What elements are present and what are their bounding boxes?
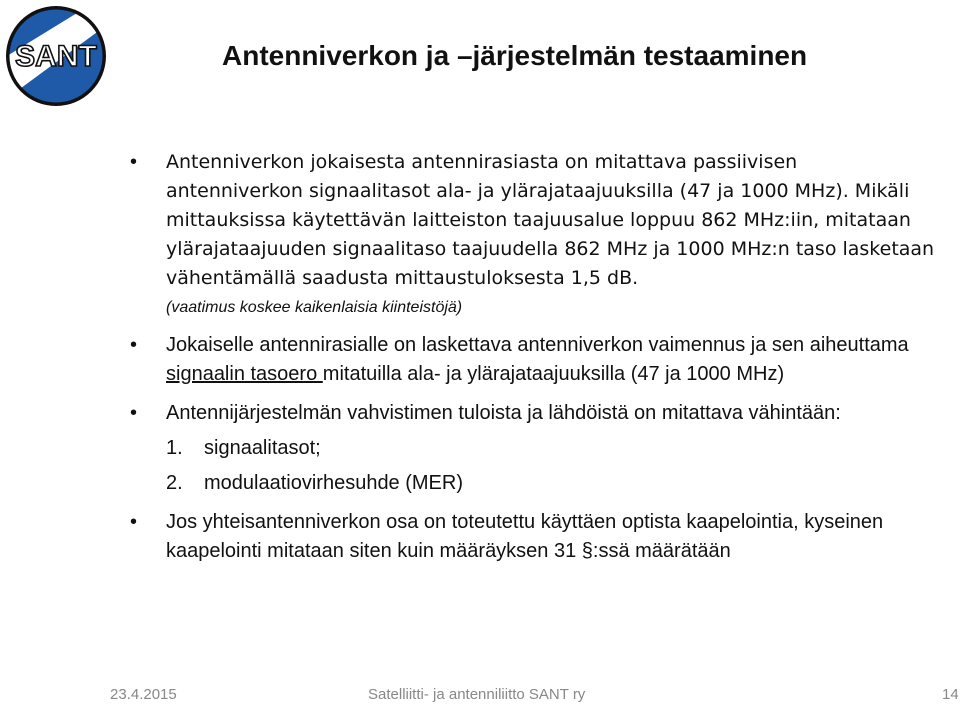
underlined-term: signaalin tasoero [166,363,323,385]
footer-page-number: 14 [942,686,959,703]
bullet-text: Antenniverkon jokaisesta antennirasiasta on mitattava passiivisen antenniverkon signaalitasot ala- ja ylärajataajuuksilla (47 ja 1000 MHz). Mikäli mittauksissa käytettävän laitteiston taajuusalue loppuu 862 MHz:iin, mitataan ylärajataajuuden signaalitaso taajuudella 862 MHz ja 1000 MHz:n taso lasketaan vähentämällä saadusta mittaustuloksesta 1,5 dB. [166,151,935,289]
bullet-item [130,399,940,498]
bullet-text: Jos yhteisantenniverkon osa on toteutettu käyttäen optista kaapelointia, kyseinen kaapelointi mitataan siten kuin määräyksen 31 §:ssä määrätään [166,511,884,562]
slide-title: Antenniverkon ja –järjestelmän testaaminen [222,40,808,71]
bullet-text-pre: Jokaiselle antennirasialle on laskettava antenniverkon vaimennus ja sen aiheuttama [166,334,909,356]
sub-item-text: modulaatiovirhesuhde (MER) [204,472,464,494]
bullet-text-post: mitatuilla ala- ja ylärajataajuuksilla (47 ja 1000 MHz) [322,363,785,385]
bullet-list [130,148,940,576]
sub-item-number: 2. [166,472,183,494]
logo-text: SANT [15,40,97,73]
bullet-icon: • [130,334,138,356]
footer-date: 23.4.2015 [110,686,177,703]
bullet-text: Antennijärjestelmän vahvistimen tuloista ja lähdöistä on mitattava vähintään: [166,402,841,424]
bullet-item [130,148,940,321]
bullet-icon: • [130,402,138,424]
bullet-text [166,331,940,389]
sub-item-text: signaalitasot; [204,437,321,459]
bullet-item [130,508,940,566]
bullet-icon: • [130,151,138,173]
sub-item [166,434,940,463]
footer-organization: Satelliitti- ja antenniliitto SANT ry [368,686,586,703]
sub-item-number: 1. [166,437,183,459]
sub-item [166,469,940,498]
sant-logo [4,4,108,108]
bullet-icon: • [130,511,138,533]
bullet-note: (vaatimus koskee kaikenlaisia kiinteistöjä) [166,299,463,316]
bullet-item [130,331,940,389]
